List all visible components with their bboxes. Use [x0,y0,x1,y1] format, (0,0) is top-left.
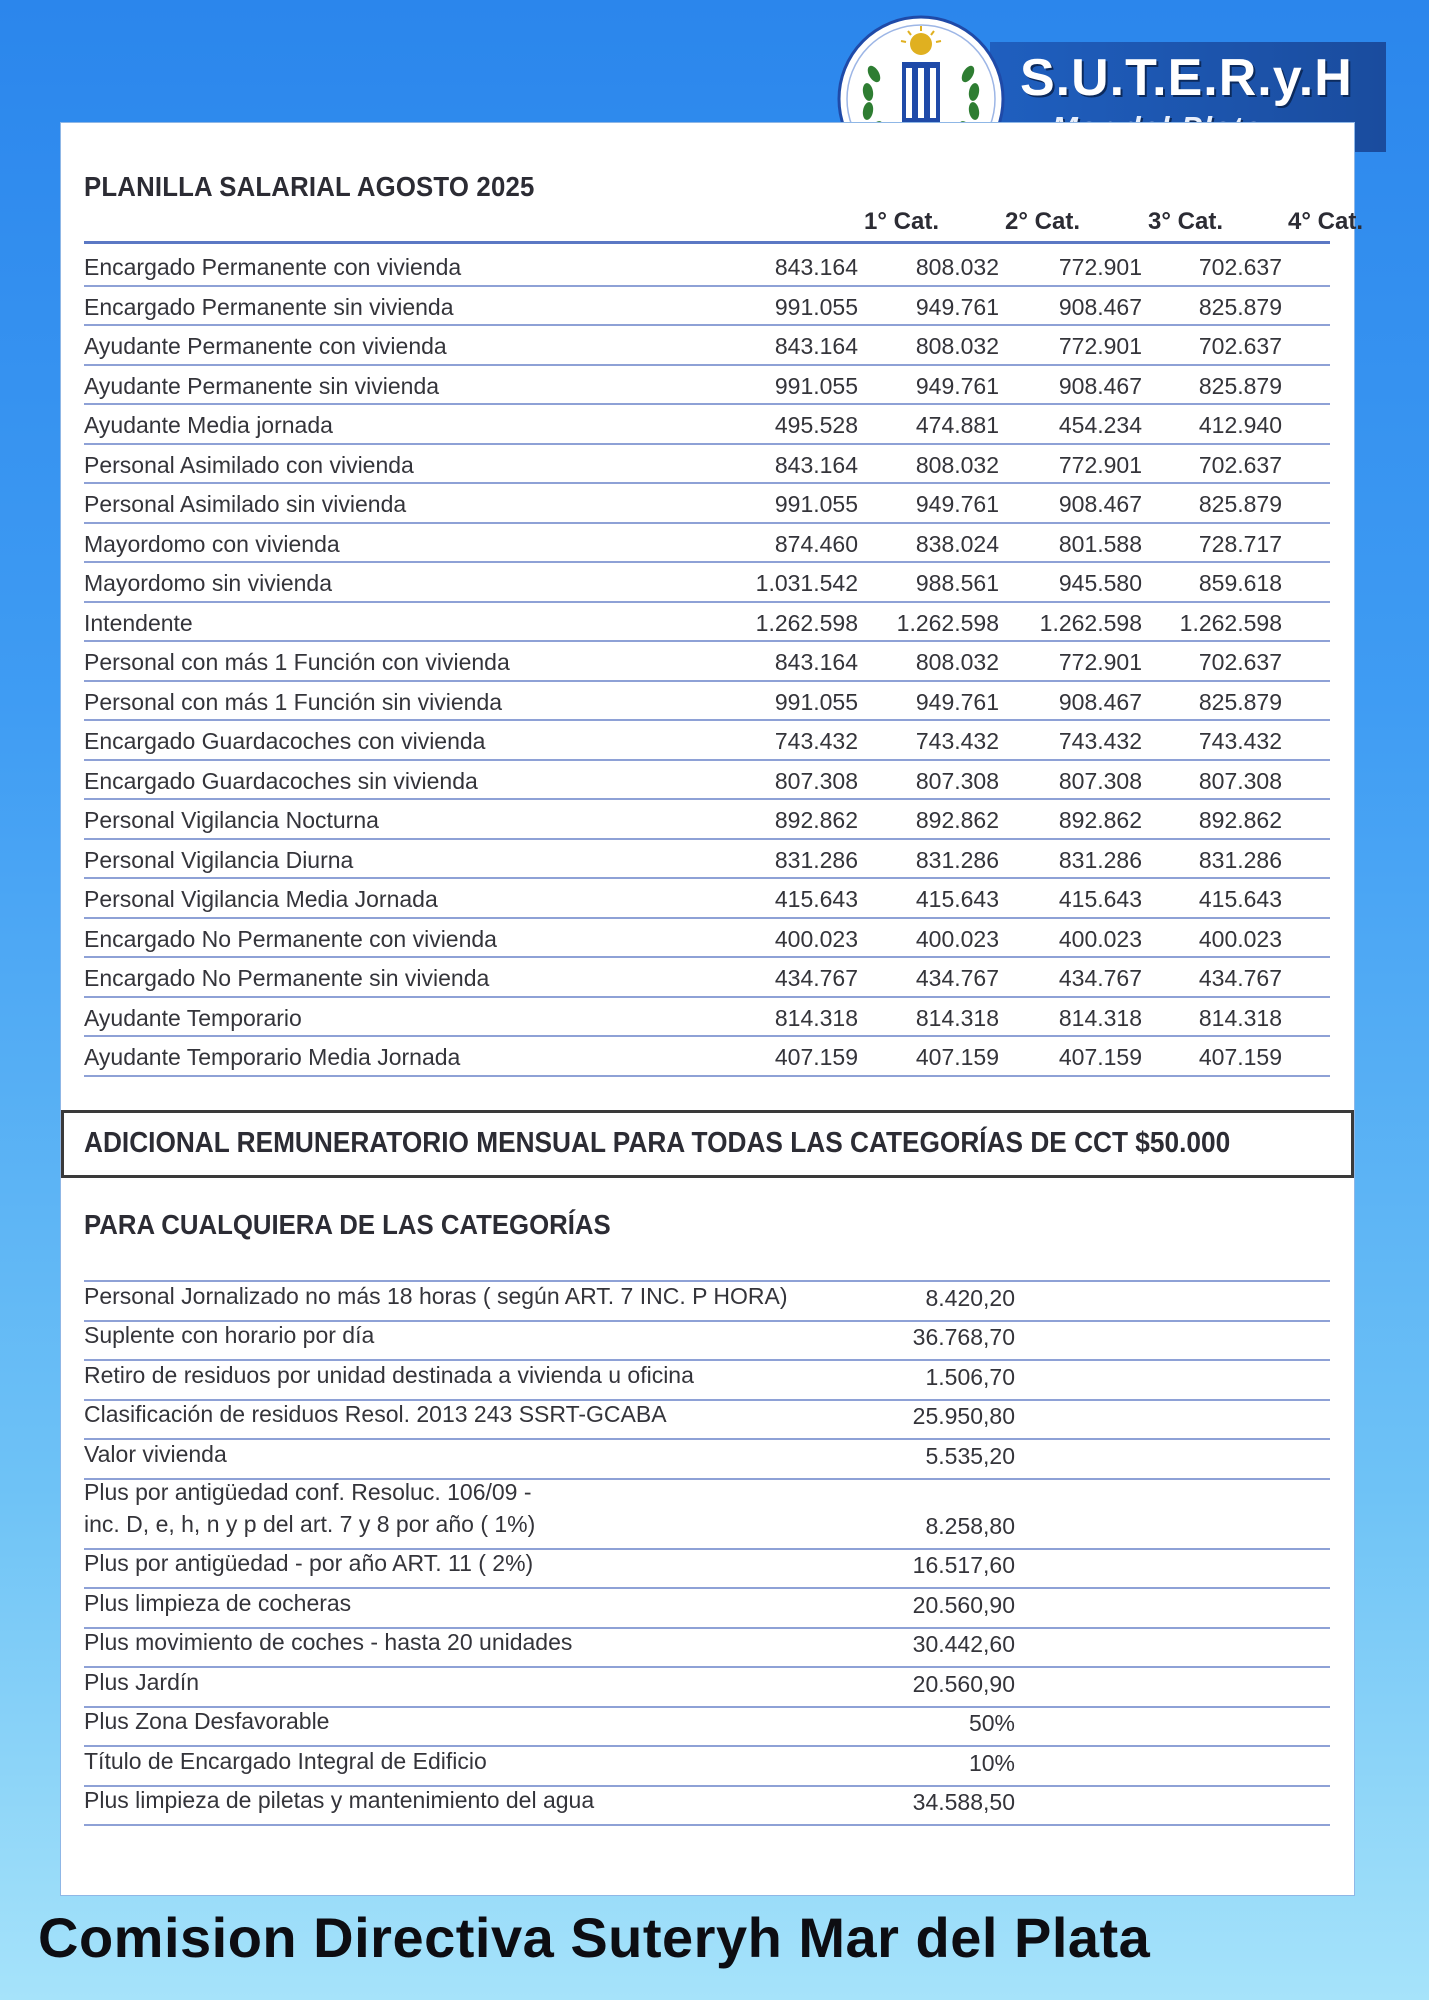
extra-label: Plus Jardín [84,1668,200,1695]
cell-cat-4: 702.637 [1198,649,1282,675]
extra-value: 5.535,20 [925,1442,1015,1469]
cell-cat-3: 454.234 [1058,412,1142,438]
cell-cat-2: 838.024 [915,530,999,557]
extra-label: Plus limpieza de piletas y mantenimiento del agua [84,1787,595,1813]
table-row [84,879,1330,919]
cell-cat-3: 415.643 [1058,886,1142,912]
row-label: Mayordomo sin vivienda [84,570,333,596]
extra-value: 34.588,50 [912,1789,1015,1815]
cell-cat-4: 825.879 [1198,491,1282,517]
cell-cat-3: 908.467 [1058,293,1142,320]
row-label: Ayudante Permanente con vivienda [84,333,447,359]
list-item [84,1361,1330,1401]
cell-cat-1: 814.318 [774,1004,858,1031]
extra-value: 8.420,20 [925,1284,1015,1311]
cell-cat-3: 434.767 [1058,965,1142,991]
table-row [84,840,1330,880]
extra-value: 36.768,70 [912,1324,1015,1350]
cell-cat-4: 412.940 [1198,412,1282,438]
cell-cat-1: 743.432 [774,728,858,754]
extra-label: Título de Encargado Integral de Edificio [84,1747,487,1774]
cell-cat-2: 400.023 [915,925,999,952]
cell-cat-2: 808.032 [915,649,999,675]
cell-cat-1: 843.164 [774,333,858,359]
table-row [84,998,1330,1038]
extra-value: 8.258,80 [925,1512,1015,1539]
list-item [84,1747,1330,1787]
extra-label: Plus por antigüedad - por año ART. 11 ( 2%) [84,1550,534,1576]
cell-cat-1: 807.308 [774,767,858,794]
cell-cat-3: 1.262.598 [1039,609,1142,636]
category-header-1: 1° Cat. [864,208,939,235]
cell-cat-2: 949.761 [915,372,999,399]
cell-cat-4: 400.023 [1198,925,1282,952]
list-item [84,1589,1330,1629]
row-label: Encargado Guardacoches con vivienda [84,728,486,754]
cell-cat-3: 772.901 [1058,451,1142,478]
cell-cat-2: 892.862 [915,807,999,833]
table-row [84,642,1330,682]
extra-value: 10% [968,1749,1015,1776]
cell-cat-1: 874.460 [774,530,858,557]
row-label: Ayudante Permanente sin vivienda [84,372,440,399]
extra-label: Plus Zona Desfavorable [84,1708,330,1734]
sheet-title: PLANILLA SALARIAL AGOSTO 2025 [84,171,535,202]
cell-cat-4: 743.432 [1198,728,1282,754]
row-label: Encargado No Permanente sin vivienda [84,965,490,991]
extra-label: Personal Jornalizado no más 18 horas ( según ART. 7 INC. P HORA) [84,1282,788,1309]
table-row [84,800,1330,840]
list-item [84,1787,1330,1827]
extra-value: 20.560,90 [912,1591,1015,1618]
list-item [84,1282,1330,1322]
building-icon [896,62,946,130]
row-label: Intendente [84,609,193,636]
cell-cat-3: 908.467 [1058,688,1142,715]
cell-cat-1: 843.164 [774,451,858,478]
cell-cat-4: 415.643 [1198,886,1282,912]
cell-cat-1: 991.055 [774,372,858,399]
cell-cat-2: 1.262.598 [896,609,999,636]
cell-cat-4: 407.159 [1198,1044,1282,1070]
extra-value: 16.517,60 [912,1552,1015,1578]
extra-value: 50% [968,1710,1015,1736]
row-label: Ayudante Temporario Media Jornada [84,1044,461,1070]
cell-cat-4: 892.862 [1198,807,1282,833]
table-row [84,287,1330,327]
list-item [84,1550,1330,1590]
list-item [84,1480,1330,1550]
cell-cat-3: 400.023 [1058,925,1142,952]
row-label: Ayudante Temporario [84,1004,302,1031]
row-label: Personal Asimilado con vivienda [84,451,414,478]
list-item [84,1708,1330,1748]
cell-cat-3: 772.901 [1058,649,1142,675]
cell-cat-3: 743.432 [1058,728,1142,754]
cell-cat-4: 702.637 [1198,451,1282,478]
cell-cat-1: 1.262.598 [755,609,858,636]
cell-cat-2: 949.761 [915,293,999,320]
cell-cat-2: 814.318 [915,1004,999,1031]
cell-cat-1: 407.159 [774,1044,858,1070]
cell-cat-3: 908.467 [1058,372,1142,399]
table-row [84,366,1330,406]
cell-cat-3: 814.318 [1058,1004,1142,1031]
cell-cat-2: 474.881 [915,412,999,438]
cell-cat-1: 495.528 [774,412,858,438]
row-label: Personal Vigilancia Nocturna [84,807,379,833]
extra-label: Plus por antigüedad conf. Resoluc. 106/09 - inc. D, e, h, n y p del art. 7 y 8 por año ( 1%) [84,1478,536,1537]
cell-cat-1: 831.286 [774,846,858,873]
table-row [84,603,1330,643]
list-item [84,1668,1330,1708]
cell-cat-4: 814.318 [1198,1004,1282,1031]
cell-cat-2: 434.767 [915,965,999,991]
additional-banner [61,1110,1354,1178]
row-label: Encargado No Permanente con vivienda [84,925,497,952]
cell-cat-3: 892.862 [1058,807,1142,833]
brand-name: S.U.T.E.R.y.H [1020,49,1353,107]
cell-cat-1: 991.055 [774,293,858,320]
cell-cat-4: 728.717 [1198,530,1282,557]
extra-label: Valor vivienda [84,1440,227,1467]
cell-cat-2: 808.032 [915,254,999,280]
row-label: Mayordomo con vivienda [84,530,340,557]
cell-cat-1: 434.767 [774,965,858,991]
cell-cat-3: 908.467 [1058,491,1142,517]
extra-value: 25.950,80 [912,1403,1015,1429]
cell-cat-1: 415.643 [774,886,858,912]
list-item [84,1440,1330,1480]
cell-cat-4: 1.262.598 [1179,609,1282,636]
salary-sheet [60,122,1363,1896]
cell-cat-2: 831.286 [915,846,999,873]
cell-cat-3: 801.588 [1058,530,1142,557]
extra-value: 30.442,60 [912,1631,1015,1657]
extra-label: Suplente con horario por día [84,1322,375,1348]
table-row [84,405,1330,445]
cell-cat-4: 859.618 [1198,570,1282,596]
list-item [84,1629,1330,1669]
cell-cat-2: 949.761 [915,688,999,715]
row-label: Personal Asimilado sin vivienda [84,491,407,517]
table-row [84,524,1330,564]
cell-cat-3: 772.901 [1058,333,1142,359]
cell-cat-4: 434.767 [1198,965,1282,991]
cell-cat-3: 407.159 [1058,1044,1142,1070]
extra-label: Plus limpieza de cocheras [84,1589,352,1616]
table-row [84,958,1330,998]
table-row [84,326,1330,366]
cell-cat-4: 825.879 [1198,688,1282,715]
row-label: Personal Vigilancia Diurna [84,846,354,873]
cell-cat-3: 945.580 [1058,570,1142,596]
cell-cat-2: 988.561 [915,570,999,596]
category-header-2: 2° Cat. [1005,208,1080,235]
cell-cat-2: 743.432 [915,728,999,754]
table-row [84,247,1330,287]
table-row [84,682,1330,722]
extra-label: Plus movimiento de coches - hasta 20 unidades [84,1629,573,1655]
cell-cat-4: 825.879 [1198,372,1282,399]
footer-text: Comision Directiva Suteryh Mar del Plata [38,1906,1151,1969]
table-row [84,445,1330,485]
cell-cat-1: 843.164 [774,254,858,280]
category-header-3: 3° Cat. [1148,208,1223,235]
cell-cat-3: 772.901 [1058,254,1142,280]
cell-cat-1: 843.164 [774,649,858,675]
row-label: Personal con más 1 Función con vivienda [84,649,510,675]
cell-cat-2: 407.159 [915,1044,999,1070]
row-label: Personal Vigilancia Media Jornada [84,886,438,912]
additional-banner-text: ADICIONAL REMUNERATORIO MENSUAL PARA TODAS LAS CATEGORÍAS DE CCT $50.000 [84,1127,1231,1159]
extra-label: Clasificación de residuos Resol. 2013 243 SSRT-GCABA [84,1401,667,1427]
extra-value: 1.506,70 [925,1363,1015,1390]
cell-cat-2: 808.032 [915,333,999,359]
cell-cat-4: 702.637 [1198,333,1282,359]
cell-cat-4: 825.879 [1198,293,1282,320]
row-label: Encargado Permanente con vivienda [84,254,462,280]
cell-cat-2: 808.032 [915,451,999,478]
table-row [84,484,1330,524]
cell-cat-1: 991.055 [774,491,858,517]
table-row [84,563,1330,603]
cell-cat-1: 1.031.542 [755,570,858,596]
cell-cat-3: 807.308 [1058,767,1142,794]
table-row [84,1037,1330,1077]
extra-value: 20.560,90 [912,1670,1015,1697]
cell-cat-1: 991.055 [774,688,858,715]
cell-cat-1: 400.023 [774,925,858,952]
table-row [84,919,1330,959]
row-label: Personal con más 1 Función sin vivienda [84,688,503,715]
cell-cat-2: 415.643 [915,886,999,912]
row-label: Encargado Guardacoches sin vivienda [84,767,478,794]
extra-label: Retiro de residuos por unidad destinada a vivienda u oficina [84,1361,694,1388]
row-label: Encargado Permanente sin vivienda [84,293,454,320]
cell-cat-2: 949.761 [915,491,999,517]
cell-cat-4: 807.308 [1198,767,1282,794]
list-item [84,1322,1330,1362]
table-row [84,761,1330,801]
cell-cat-4: 702.637 [1198,254,1282,280]
extras-title: PARA CUALQUIERA DE LAS CATEGORÍAS [84,1209,611,1240]
cell-cat-1: 892.862 [774,807,858,833]
cell-cat-3: 831.286 [1058,846,1142,873]
category-header-4: 4° Cat. [1288,208,1363,235]
row-label: Ayudante Media jornada [84,412,333,438]
list-item [84,1401,1330,1441]
table-row [84,721,1330,761]
cell-cat-4: 831.286 [1198,846,1282,873]
header-divider [84,241,1330,244]
cell-cat-2: 807.308 [915,767,999,794]
